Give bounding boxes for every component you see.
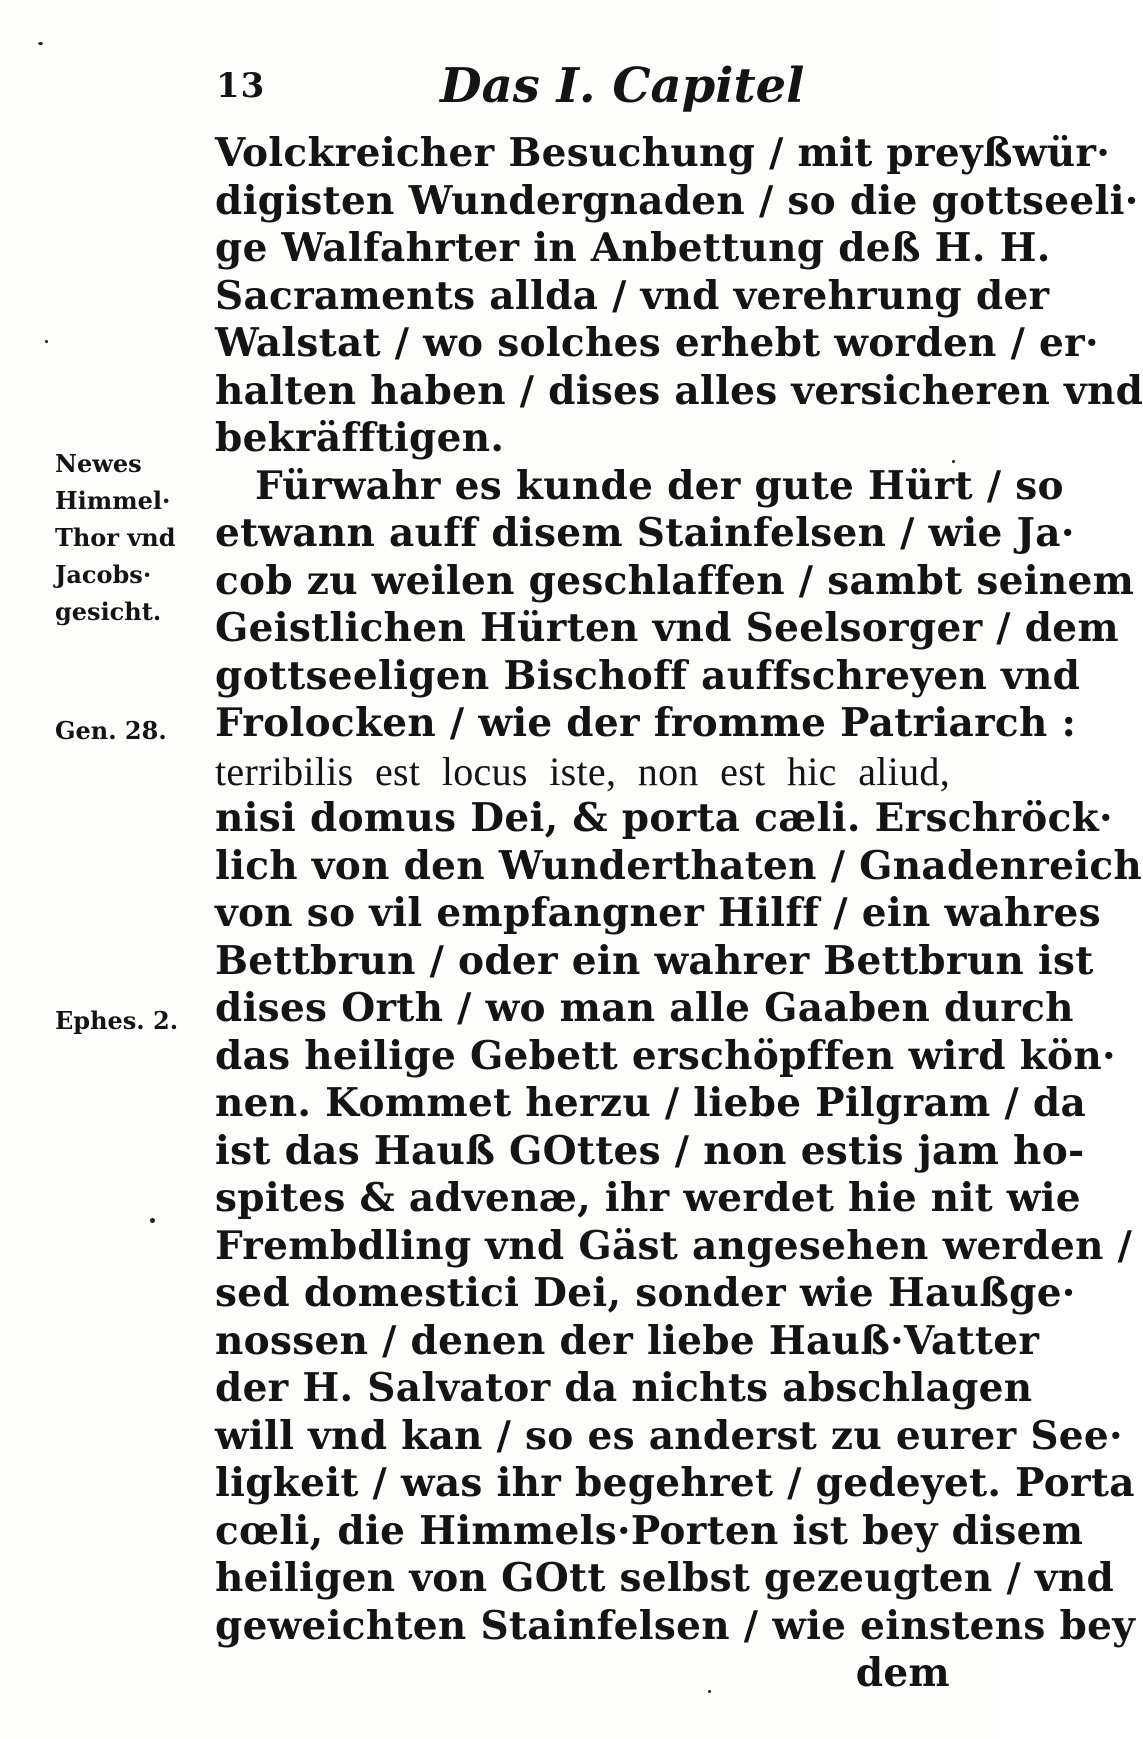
text-line: cob zu weilen geschlaffen / sambt seinem bbox=[215, 557, 1135, 604]
text-line: der H. Salvator da nichts abschlagen bbox=[215, 1365, 1033, 1411]
page-header bbox=[210, 52, 950, 122]
text-line: das heilige Gebett erschöpffen wird kön· bbox=[215, 1032, 1116, 1079]
text-line: sed domestici Dei, sonder wie Haußge· bbox=[215, 1270, 1076, 1316]
ink-speck bbox=[45, 340, 48, 343]
marginal-note-line: gesicht. bbox=[55, 597, 162, 626]
marginal-note-line: Thor vnd bbox=[55, 523, 176, 552]
text-line: Volckreicher Besuchung / mit preyßwür· bbox=[215, 130, 1111, 176]
ink-speck bbox=[952, 460, 955, 463]
text-line: terribilis est locus iste, non est hic aliud, bbox=[215, 748, 950, 794]
text-line: gottseeligen Bischoff auffschreyen vnd bbox=[215, 652, 1081, 699]
text-line: Geistlichen Hürten vnd Seelsorger / dem bbox=[215, 605, 1119, 651]
catchword: dem bbox=[855, 1650, 950, 1696]
text-line: spites & advenæ, ihr werdet hie nit wie bbox=[215, 1175, 1081, 1221]
text-line: Bettbrun / oder ein wahrer Bettbrun ist bbox=[215, 937, 1094, 984]
ink-speck bbox=[708, 1690, 711, 1693]
marginal-note-line: Gen. 28. bbox=[55, 716, 167, 745]
running-head: Das I. Capitel bbox=[440, 58, 805, 114]
text-line: Walstat / wo solches erhebt worden / er· bbox=[215, 320, 1099, 366]
text-line: nen. Kommet herzu / liebe Pilgram / da bbox=[215, 1080, 1087, 1126]
marginal-note-newes-himmel-thor bbox=[55, 445, 205, 630]
text-line: Sacraments allda / vnd verehrung der bbox=[215, 272, 1050, 319]
text-line: ligkeit / was ihr begehret / gedeyet. Porta bbox=[215, 1460, 1135, 1506]
text-line: Fürwahr es kunde der gute Hürt / so bbox=[255, 462, 1064, 509]
text-line: nisi domus Dei, & porta cæli. Erschröck· bbox=[215, 795, 1113, 841]
text-line: halten haben / dises alles versicheren vnd bbox=[215, 367, 1143, 414]
marginal-note-line: Jacobs· bbox=[55, 560, 152, 589]
text-line: ist das Hauß GOttes / non estis jam ho- bbox=[215, 1127, 1085, 1174]
text-line: digisten Wundergnaden / so die gottseeli· bbox=[215, 177, 1139, 224]
text-line: Frolocken / wie der fromme Patriarch : bbox=[215, 700, 1077, 746]
text-line: nossen / denen der liebe Hauß·Vatter bbox=[215, 1317, 1040, 1364]
marginal-note-genesis bbox=[55, 712, 205, 749]
ink-speck bbox=[38, 42, 43, 45]
ink-speck bbox=[150, 1218, 155, 1223]
text-line: Frembdling vnd Gäst angesehen werden / bbox=[215, 1222, 1133, 1269]
text-line: geweichten Stainfelsen / wie einstens bey bbox=[215, 1602, 1136, 1649]
page-number: 13 bbox=[216, 66, 266, 106]
marginal-note-line: Himmel· bbox=[55, 486, 171, 515]
text-line: etwann auff disem Stainfelsen / wie Ja· bbox=[215, 510, 1075, 556]
text-line: ge Walfahrter in Anbettung deß H. H. bbox=[215, 225, 1051, 271]
text-line: will vnd kan / so es anderst zu eurer See· bbox=[215, 1412, 1123, 1459]
text-line: dises Orth / wo man alle Gaaben durch bbox=[215, 985, 1074, 1031]
text-line: bekräfftigen. bbox=[215, 415, 505, 461]
text-line: von so vil empfangner Hilff / ein wahres bbox=[215, 890, 1101, 936]
text-line: heiligen von GOtt selbst gezeugten / vnd bbox=[215, 1555, 1115, 1601]
marginal-note-line: Ephes. 2. bbox=[55, 1006, 179, 1035]
marginal-note-line: Newes bbox=[55, 449, 142, 478]
marginal-note-ephesians bbox=[55, 1002, 205, 1039]
text-line: cœli, die Himmels·Porten ist bey disem bbox=[215, 1507, 1084, 1554]
body-text bbox=[215, 130, 1143, 1698]
text-line: lich von den Wunderthaten / Gnadenreich bbox=[215, 842, 1143, 889]
